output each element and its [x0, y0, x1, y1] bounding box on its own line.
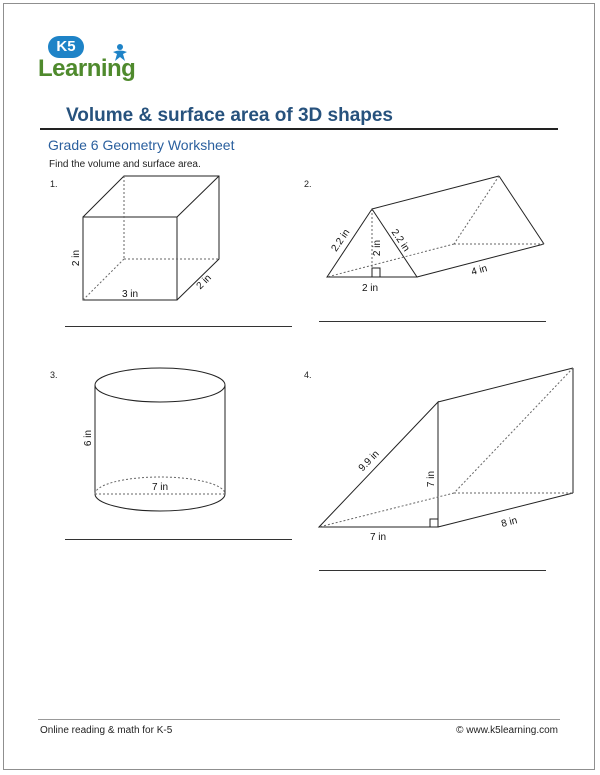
footer-divider	[38, 719, 560, 720]
problem-3-number: 3.	[50, 370, 58, 380]
problem-1-number: 1.	[50, 179, 58, 189]
logo-badge: K5	[48, 36, 84, 58]
footer-copyright-link[interactable]: © www.k5learning.com	[456, 725, 558, 736]
problem-3-diameter-label: 7 in	[151, 482, 169, 493]
problem-2-right-side-label: 2.2 in	[388, 227, 412, 254]
problem-2-height-label: 2 in	[372, 239, 383, 257]
problem-2-number: 2.	[304, 179, 312, 189]
problem-2-base-label: 2 in	[361, 283, 379, 294]
problem-4-length-label: 8 in	[500, 515, 519, 530]
problem-2-left-side-label: 2.2 in	[329, 227, 353, 254]
problem-4-height-label: 7 in	[426, 470, 437, 488]
problem-2-answer-line	[319, 321, 546, 322]
worksheet-subtitle: Grade 6 Geometry Worksheet	[48, 137, 235, 153]
instruction-text: Find the volume and surface area.	[49, 159, 201, 170]
problem-1-answer-line	[65, 326, 292, 327]
problem-4-answer-line	[319, 570, 546, 571]
footer-tagline: Online reading & math for K-5	[40, 725, 173, 736]
problem-1-width-label: 3 in	[121, 289, 139, 300]
page-title: Volume & surface area of 3D shapes	[66, 105, 393, 126]
problem-3-height-label: 6 in	[83, 429, 94, 447]
logo-wordmark: Learning	[38, 55, 136, 82]
problem-1-height-label: 2 in	[71, 249, 82, 267]
problem-4-base-label: 7 in	[369, 532, 387, 543]
problem-2-triangular-prism-figure	[327, 176, 544, 277]
problem-1-depth-label: 2 in	[194, 272, 214, 292]
problem-4-triangular-prism-figure	[319, 368, 573, 527]
problem-4-hypotenuse-label: 9.9 in	[356, 448, 382, 474]
problem-4-number: 4.	[304, 370, 312, 380]
problem-3-answer-line	[65, 539, 292, 540]
problem-2-length-label: 4 in	[470, 263, 489, 278]
